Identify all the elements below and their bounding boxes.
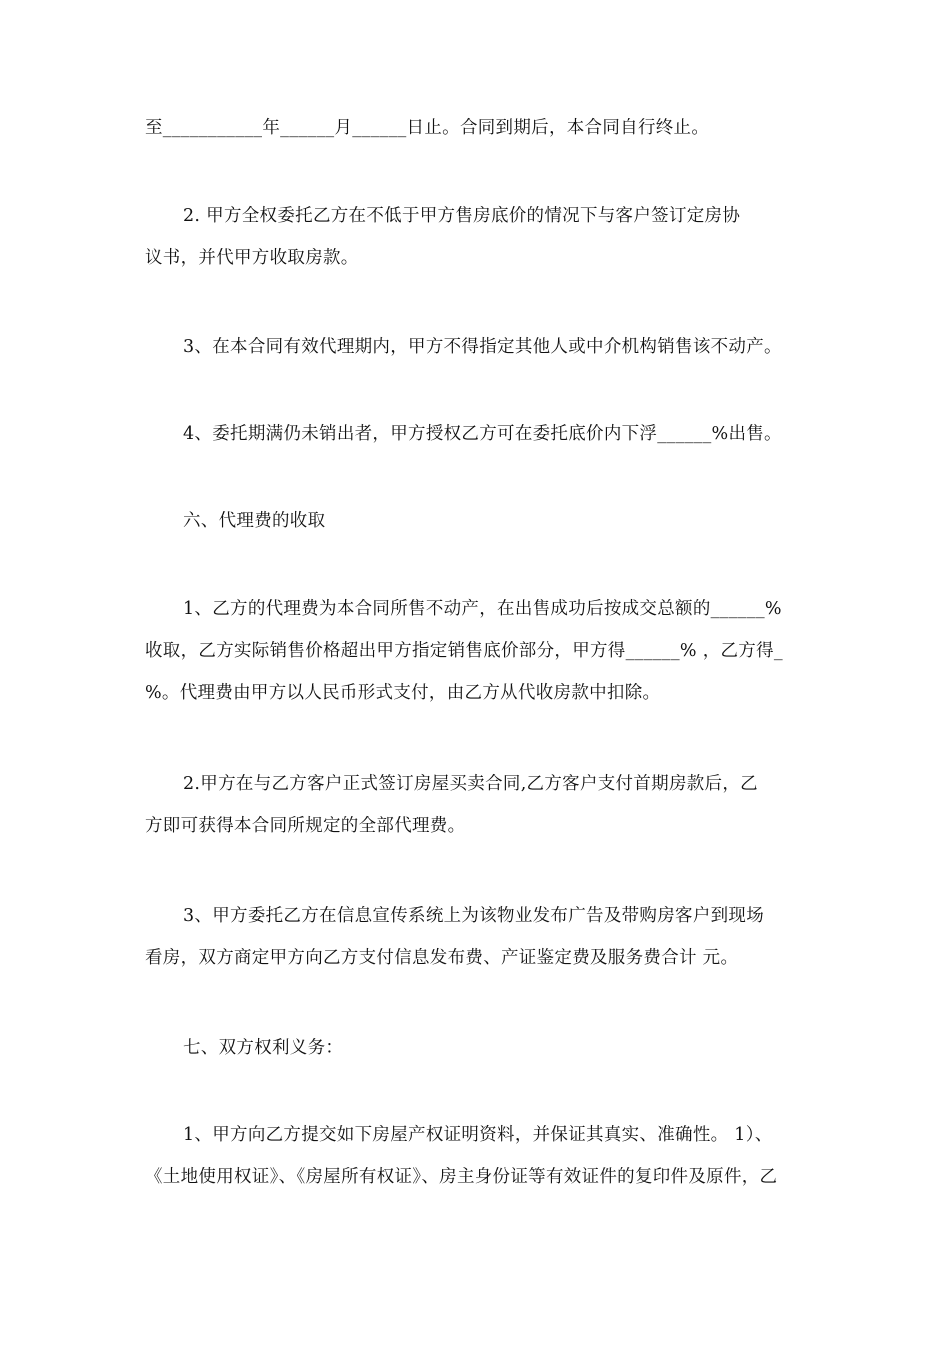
text-line: 1、甲方向乙方提交如下房屋产权证明资料，并保证其真实、准确性。 1）、 [183,1125,773,1145]
section-heading: 七、双方权利义务： [183,1038,344,1058]
paragraph-4-expiry [145,413,805,455]
text-line: 方即可获得本合同所规定的全部代理费。 [145,816,466,836]
text-line: 2.甲方在与乙方客户正式签订房屋买卖合同,乙方客户支付首期房款后，乙 [183,774,758,794]
text-line: 议书，并代甲方收取房款。 [145,248,359,268]
text-line: %。代理费由甲方以人民币形式支付，由乙方从代收房款中扣除。 [145,683,661,703]
heading-section-7 [145,1027,805,1069]
paragraph-3-exclusive [145,326,805,368]
text-line: 3、甲方委托乙方在信息宣传系统上为该物业发布广告及带购房客户到现场 [183,906,765,926]
heading-section-6 [145,500,805,542]
text-line: 看房，双方商定甲方向乙方支付信息发布费、产证鉴定费及服务费合计 元。 [145,948,739,968]
paragraph-6-1-fee [145,588,805,714]
text-line: 4、委托期满仍未销出者，甲方授权乙方可在委托底价内下浮______%出售。 [183,424,782,444]
text-line: 1、乙方的代理费为本合同所售不动产，在出售成功后按成交总额的______% [183,599,782,619]
text-line: 3、在本合同有效代理期内，甲方不得指定其他人或中介机构销售该不动产。 [183,337,782,357]
paragraph-2-authorize [145,195,805,279]
paragraph-6-3-ad-fee [145,895,805,979]
section-heading: 六、代理费的收取 [183,511,326,531]
text-line: 《土地使用权证》、《房屋所有权证》、房主身份证等有效证件的复印件及原件，乙 [145,1167,778,1187]
text-line: 至___________年______月______日止。合同到期后，本合同自行终止。 [145,118,710,138]
paragraph-6-2-fee-timing [145,763,805,847]
text-line: 2. 甲方全权委托乙方在不低于甲方售房底价的情况下与客户签订定房协 [183,206,741,226]
text-line: 收取，乙方实际销售价格超出甲方指定销售底价部分，甲方得______% ，乙方得_ [145,641,783,661]
paragraph-term-end [145,107,805,149]
paragraph-7-1-docs [145,1114,805,1198]
